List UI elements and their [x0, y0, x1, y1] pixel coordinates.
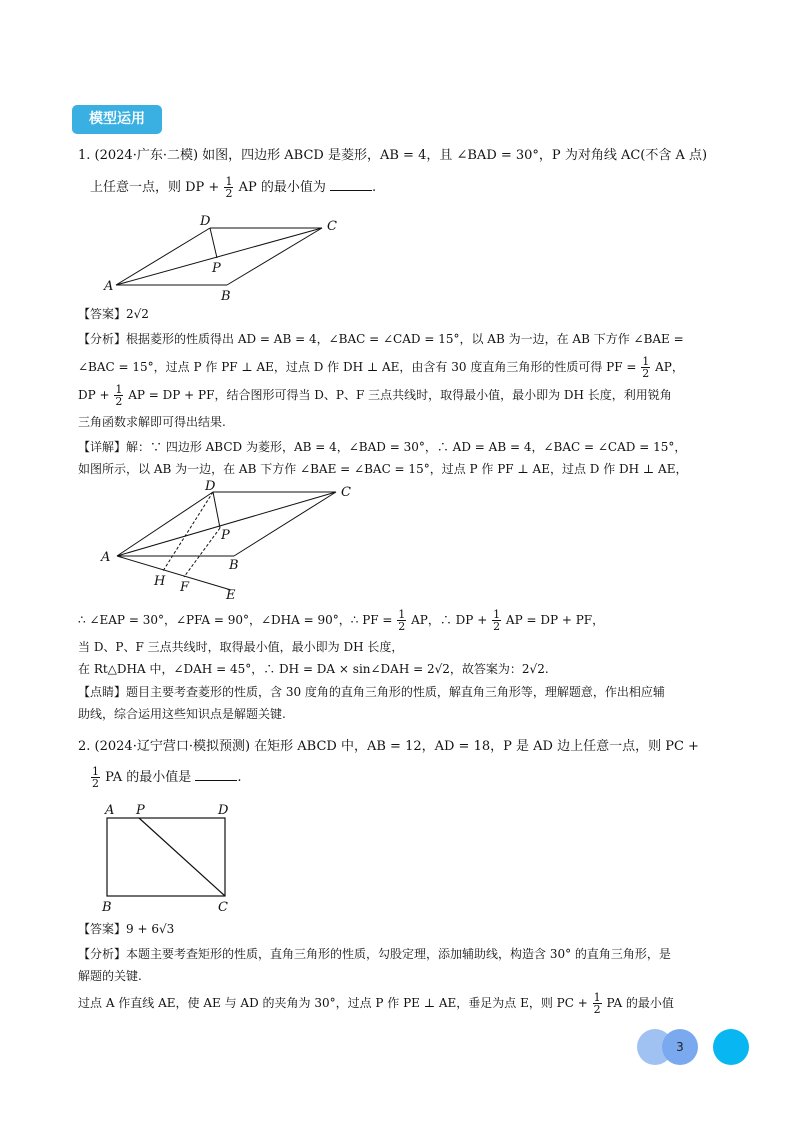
q2-stem-line2: $\frac{1}{2}$ PA 的最小值是 .: [92, 765, 242, 790]
q1-stem-line1: 1. (2024·广东·二模) 如图，四边形 ABCD 是菱形，AB = 4，且 ∠BAD = 30°，P 为对角线 AC(不含 A 点): [78, 148, 708, 163]
section-tag: 模型运用: [72, 105, 162, 134]
q1-comment-line1: 【点睛】题目主要考查菱形的性质，含 30 度角的直角三角形的性质，解直角三角形等，理解题意，作出相应辅: [78, 685, 665, 699]
q1-stem-line2: 上任意一点，则 DP + $\frac{1}{2}$ AP 的最小值为 .: [90, 175, 377, 200]
q1-detail-line4: 当 D、P、F 三点共线时，取得最小值，最小即为 DH 长度，: [78, 640, 404, 654]
label-A: A: [101, 550, 111, 565]
page-decor-circle-right: [713, 1029, 749, 1065]
label-B: B: [102, 900, 112, 915]
label-H: H: [154, 574, 166, 589]
label-P: P: [212, 261, 221, 276]
label-D: D: [218, 803, 229, 818]
q1-figure-construction: [96, 478, 366, 606]
label-E: E: [226, 588, 236, 603]
q1-comment-line2: 助线，综合运用这些知识点是解题关键.: [78, 707, 286, 721]
fraction-half: $\frac{1}{2}$: [92, 765, 99, 790]
label-C: C: [327, 219, 337, 234]
q2-detail-line1: 过点 A 作直线 AE，使 AE 与 AD 的夹角为 30°，过点 P 作 PE ⊥ AE，垂足为点 E，则 PC + $\frac{1}{2}$ PA 的最小值: [78, 991, 674, 1016]
answer-blank: [330, 178, 372, 191]
label-B: B: [229, 558, 239, 573]
label-A: A: [105, 803, 115, 818]
q1-analysis-line3: DP + $\frac{1}{2}$ AP = DP + PF，结合图形可得当 D、P、F 三点共线时，取得最小值，最小即为 DH 长度，利用锐角: [78, 383, 672, 408]
label-P: P: [136, 803, 145, 818]
q1-detail-line3: ∴ ∠EAP = 30°，∠PFA = 90°，∠DHA = 90°，∴ PF = $\frac{1}{2}$ AP，∴ DP + $\frac{1}{2}$ AP = DP + PF，: [78, 608, 605, 633]
label-A: A: [104, 279, 114, 294]
q1-detail-line5: 在 Rt△DHA 中，∠DAH = 45°，∴ DH = DA × sin∠DAH = 2√2，故答案为：2√2.: [78, 662, 549, 676]
label-F: F: [180, 580, 190, 595]
label-D: D: [205, 479, 216, 494]
q1-analysis-line1: 【分析】根据菱形的性质得出 AD = AB = 4，∠BAC = ∠CAD = 15°，以 AB 为一边，在 AB 下方作 ∠BAE =: [78, 332, 684, 346]
page-number: 3: [676, 1040, 684, 1054]
q1-analysis-line2: ∠BAC = 15°，过点 P 作 PF ⊥ AE，过点 D 作 DH ⊥ AE，由含有 30 度直角三角形的性质可得 PF = $\frac{1}{2}$ AP，: [78, 355, 684, 380]
q2-answer: 【答案】9 + 6√3: [78, 922, 175, 936]
q1-answer: 【答案】2√2: [78, 307, 149, 321]
q1-detail-line2: 如图所示，以 AB 为一边，在 AB 下方作 ∠BAE = ∠BAC = 15°，过点 P 作 PF ⊥ AE，过点 D 作 DH ⊥ AE，: [78, 462, 688, 476]
q2-figure-rectangle: [96, 800, 246, 915]
label-P: P: [221, 528, 230, 543]
label-C: C: [218, 900, 228, 915]
fraction-half: $\frac{1}{2}$: [225, 175, 233, 200]
q2-analysis-line2: 解题的关键.: [78, 969, 142, 983]
q2-analysis-line1: 【分析】本题主要考查矩形的性质，直角三角形的性质，勾股定理，添加辅助线，构造含 30° 的直角三角形，是: [78, 947, 671, 961]
answer-blank: [195, 768, 237, 781]
q1-figure-rhombus: [100, 208, 360, 303]
q1-analysis-line4: 三角函数求解即可得出结果.: [78, 415, 226, 429]
q2-stem-line1: 2. (2024·辽宁营口·模拟预测) 在矩形 ABCD 中，AB = 12，AD = 18，P 是 AD 边上任意一点，则 PC +: [78, 739, 699, 754]
q1-detail-line1: 【详解】解：∵ 四边形 ABCD 为菱形，AB = 4，∠BAD = 30°，∴ AD = AB = 4，∠BAC = ∠CAD = 15°，: [78, 440, 687, 454]
label-B: B: [221, 289, 231, 303]
label-D: D: [200, 214, 211, 229]
label-C: C: [341, 485, 351, 500]
